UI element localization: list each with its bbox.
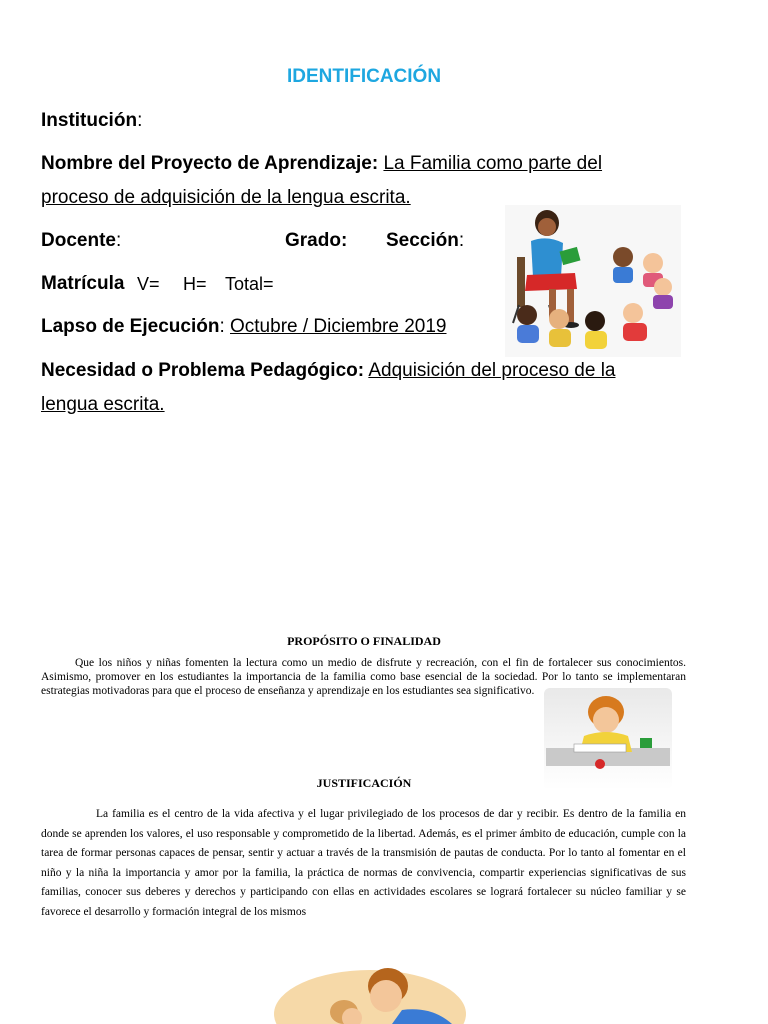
page-title: IDENTIFICACIÓN: [286, 66, 442, 87]
proyecto-value-line1: La Familia como parte del: [383, 153, 603, 174]
necesidad-value-line2: lengua escrita.: [41, 394, 165, 415]
proposito-heading: PROPÓSITO O FINALIDAD: [287, 634, 441, 648]
proposito-text: Que los niños y niñas fomenten la lectura como un medio de disfrute y recreación, con el fin de fortalecer sus conocimientos. Asimismo, promover en los estudiantes la importancia de la familia como base esencial de la sociedad. Por lo tanto se implementaran estrategias motivadoras para que el proceso de enseñanza y aprendizaje en los estudiantes sea significativo.: [41, 657, 686, 697]
lapso-value: Octubre / Diciembre 2019: [230, 316, 447, 337]
docente-label: Docente: [41, 230, 116, 251]
grado-label: Grado:: [285, 230, 348, 251]
seccion-colon: :: [458, 230, 465, 251]
boy-writing-illustration: [544, 688, 672, 790]
teacher-reading-illustration: [505, 205, 681, 357]
family-illustration: [272, 966, 468, 1024]
field-proyecto: [41, 153, 602, 175]
matricula-h: H=: [183, 274, 207, 294]
necesidad-value-line1: Adquisición del proceso de la: [368, 360, 616, 381]
matricula-label: Matrícula: [41, 273, 125, 294]
proyecto-label: Nombre del Proyecto de Aprendizaje:: [41, 153, 379, 174]
docente-colon: :: [115, 230, 122, 251]
field-necesidad: [41, 360, 616, 382]
field-docente: [41, 230, 121, 252]
lapso-label: Lapso de Ejecución: [41, 316, 220, 337]
seccion-label: Sección: [386, 230, 459, 251]
field-seccion: [386, 230, 464, 252]
necesidad-label: Necesidad o Problema Pedagógico:: [41, 360, 365, 381]
proyecto-value-line2: proceso de adquisición de la lengua escrita.: [41, 187, 411, 208]
institucion-colon: :: [137, 110, 143, 131]
justificacion-text: La familia es el centro de la vida afectiva y el lugar privilegiado de los procesos de dar y recibir. Es dentro de la familia en donde se aprenden los valores, el uso responsable y comprometido de la libertad. Además, es el primer ámbito de educación, cumple con la tarea de formar personas capaces de pensar, sentir y actuar a través de la transmisión de pautas de conducta. Por lo tanto al fomentar en el niño y la niña la importancia y amor por la familia, la práctica de normas de convivencia, compartir experiencias significativas de sus familias, conocer sus deberes y derechos y participando con ellas en actividades escolares se logrará fortalecer su núcleo familiar y se favorece el desarrollo y formación integral de los mismos: [41, 808, 686, 918]
matricula-v: V=: [137, 274, 160, 294]
field-institucion: [41, 110, 142, 132]
field-lapso: [41, 316, 447, 338]
institucion-label: Institución: [41, 110, 138, 131]
matricula-total: Total=: [225, 274, 274, 294]
lapso-colon: :: [219, 316, 225, 337]
field-matricula: [41, 273, 124, 295]
justificacion-heading: JUSTIFICACIÓN: [316, 776, 412, 790]
